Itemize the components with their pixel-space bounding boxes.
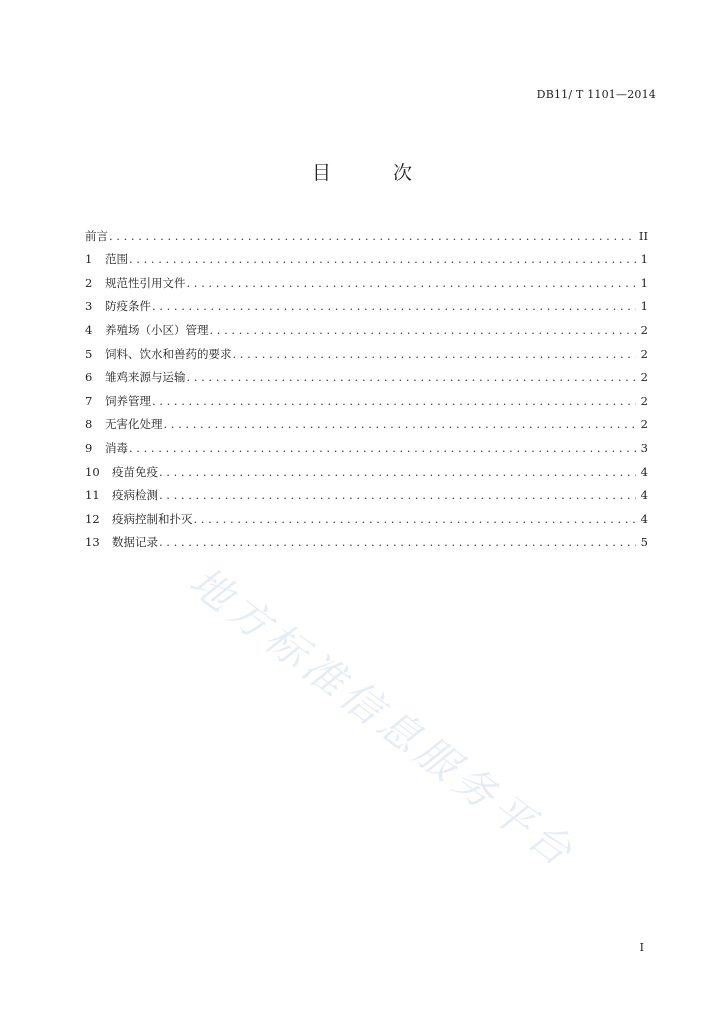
dot-leader bbox=[187, 370, 637, 384]
toc-entry-page: 2 bbox=[640, 322, 648, 337]
toc-entry-5[interactable] bbox=[85, 337, 648, 361]
toc-entry-number: 3 bbox=[85, 299, 93, 314]
toc-entry-number: 4 bbox=[85, 322, 93, 337]
toc-entry-label: 饲养管理 bbox=[105, 393, 151, 408]
toc-entry-label: 数据记录 bbox=[112, 535, 158, 550]
dot-leader bbox=[233, 347, 637, 361]
page-number: I bbox=[639, 941, 644, 954]
toc-entry-label: 雏鸡来源与运输 bbox=[105, 370, 186, 385]
toc-entry-page: 2 bbox=[640, 417, 648, 432]
document-code: DB11/ T 1101—2014 bbox=[536, 88, 656, 101]
dot-leader bbox=[129, 441, 636, 455]
toc-entry-7[interactable] bbox=[85, 384, 648, 408]
toc-entry-number: 5 bbox=[85, 346, 93, 361]
toc-entry-label: 防疫条件 bbox=[105, 299, 151, 314]
toc-entry-page: 4 bbox=[640, 488, 648, 503]
toc-entry-2[interactable] bbox=[85, 266, 648, 290]
toc-entry-page: II bbox=[638, 228, 648, 243]
toc-entry-number: 2 bbox=[85, 275, 93, 290]
toc-entry-page: 5 bbox=[640, 535, 648, 550]
toc-entry-number: 12 bbox=[85, 511, 100, 526]
toc-entry-page: 1 bbox=[640, 299, 648, 314]
toc-entry-12[interactable] bbox=[85, 502, 648, 526]
toc-entry-number: 13 bbox=[85, 535, 100, 550]
toc-entry-label: 疫病控制和扑灭 bbox=[112, 511, 193, 526]
toc-entry-page: 1 bbox=[640, 252, 648, 267]
toc-entry-11[interactable] bbox=[85, 479, 648, 503]
dot-leader bbox=[210, 323, 637, 337]
toc-entry-number: 10 bbox=[85, 464, 100, 479]
dot-leader bbox=[187, 276, 637, 290]
dot-leader bbox=[152, 394, 636, 408]
page-title: 目 次 bbox=[311, 162, 441, 184]
dot-leader bbox=[159, 488, 636, 502]
toc-entry-4[interactable] bbox=[85, 313, 648, 337]
toc-entry-page: 2 bbox=[640, 346, 648, 361]
toc-entry-label: 前言 bbox=[85, 228, 108, 243]
dot-leader bbox=[159, 465, 636, 479]
toc-entry-foreword[interactable] bbox=[85, 219, 648, 243]
toc-entry-label: 无害化处理 bbox=[105, 417, 163, 432]
toc-entry-label: 范围 bbox=[105, 252, 128, 267]
dot-leader bbox=[164, 417, 637, 431]
toc-entry-8[interactable] bbox=[85, 408, 648, 432]
toc-entry-label: 消毒 bbox=[105, 440, 128, 455]
toc-entry-number: 6 bbox=[85, 370, 93, 385]
dot-leader bbox=[159, 535, 636, 549]
toc-entry-page: 4 bbox=[640, 511, 648, 526]
toc-entry-label: 疫苗免疫 bbox=[112, 464, 158, 479]
toc-entry-9[interactable] bbox=[85, 431, 648, 455]
dot-leader bbox=[129, 252, 636, 266]
dot-leader bbox=[109, 229, 635, 243]
toc-entry-number: 1 bbox=[85, 252, 93, 267]
toc-entry-label: 饲料、饮水和兽药的要求 bbox=[105, 346, 232, 361]
table-of-contents bbox=[85, 219, 648, 549]
toc-entry-number: 7 bbox=[85, 393, 93, 408]
toc-entry-page: 4 bbox=[640, 464, 648, 479]
toc-entry-10[interactable] bbox=[85, 455, 648, 479]
toc-entry-page: 2 bbox=[640, 370, 648, 385]
toc-entry-6[interactable] bbox=[85, 361, 648, 385]
toc-entry-page: 3 bbox=[640, 440, 648, 455]
toc-entry-number: 9 bbox=[85, 440, 93, 455]
toc-entry-13[interactable] bbox=[85, 526, 648, 550]
toc-entry-page: 2 bbox=[640, 393, 648, 408]
toc-entry-label: 养殖场（小区）管理 bbox=[105, 322, 209, 337]
dot-leader bbox=[194, 512, 637, 526]
toc-entry-page: 1 bbox=[640, 275, 648, 290]
watermark: 地方标准信息服务平台 bbox=[180, 557, 586, 879]
toc-entry-label: 规范性引用文件 bbox=[105, 275, 186, 290]
toc-entry-label: 疫病检测 bbox=[112, 488, 158, 503]
toc-entry-number: 11 bbox=[85, 488, 100, 503]
toc-entry-number: 8 bbox=[85, 417, 93, 432]
dot-leader bbox=[152, 299, 636, 313]
toc-entry-1[interactable] bbox=[85, 243, 648, 267]
toc-entry-3[interactable] bbox=[85, 290, 648, 314]
